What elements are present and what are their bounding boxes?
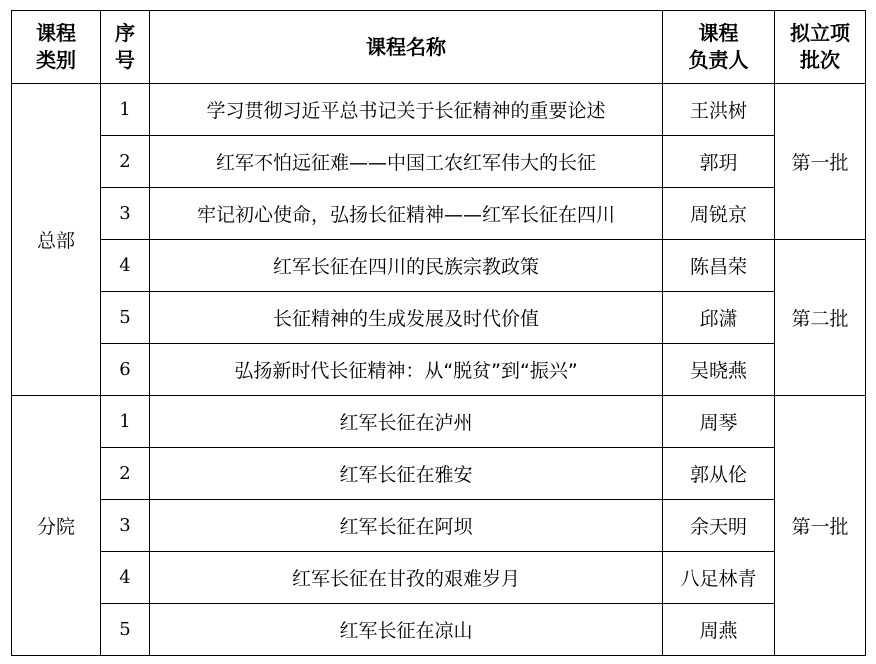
course-name-cell: 学习贯彻习近平总书记关于长征精神的重要论述 [150, 84, 663, 136]
header-index: 序 号 [101, 11, 150, 84]
owner-cell: 郭从伦 [663, 448, 775, 500]
table-row [12, 240, 866, 292]
owner-cell: 周燕 [663, 604, 775, 656]
course-name-cell: 牢记初心使命，弘扬长征精神——红军长征在四川 [150, 188, 663, 240]
table-row [12, 292, 866, 344]
header-category: 课程 类别 [12, 11, 101, 84]
course-name-cell: 红军长征在泸州 [150, 396, 663, 448]
owner-cell: 周锐京 [663, 188, 775, 240]
course-table [11, 10, 866, 656]
header-batch: 拟立项 批次 [775, 11, 866, 84]
table-row [12, 396, 866, 448]
index-cell: 2 [101, 448, 150, 500]
table-row [12, 136, 866, 188]
table-row [12, 500, 866, 552]
header-row [12, 11, 866, 84]
header-course-name: 课程名称 [150, 11, 663, 84]
index-cell: 1 [101, 84, 150, 136]
owner-cell: 邱潇 [663, 292, 775, 344]
owner-cell: 陈昌荣 [663, 240, 775, 292]
course-name-cell: 弘扬新时代长征精神：从“脱贫”到“振兴” [150, 344, 663, 396]
index-cell: 1 [101, 396, 150, 448]
course-name-cell: 红军长征在甘孜的艰难岁月 [150, 552, 663, 604]
owner-cell: 王洪树 [663, 84, 775, 136]
table-row [12, 604, 866, 656]
course-name-cell: 红军不怕远征难——中国工农红军伟大的长征 [150, 136, 663, 188]
batch-cell: 第一批 [775, 84, 866, 240]
owner-cell: 周琴 [663, 396, 775, 448]
index-cell: 4 [101, 552, 150, 604]
table-row [12, 344, 866, 396]
owner-cell: 八足林青 [663, 552, 775, 604]
index-cell: 2 [101, 136, 150, 188]
owner-cell: 余天明 [663, 500, 775, 552]
category-cell: 分院 [12, 396, 101, 656]
table-row [12, 84, 866, 136]
batch-cell: 第二批 [775, 240, 866, 396]
course-name-cell: 长征精神的生成发展及时代价值 [150, 292, 663, 344]
index-cell: 4 [101, 240, 150, 292]
index-cell: 3 [101, 188, 150, 240]
course-name-cell: 红军长征在四川的民族宗教政策 [150, 240, 663, 292]
index-cell: 5 [101, 292, 150, 344]
table-row [12, 552, 866, 604]
course-name-cell: 红军长征在阿坝 [150, 500, 663, 552]
course-name-cell: 红军长征在雅安 [150, 448, 663, 500]
owner-cell: 吴晓燕 [663, 344, 775, 396]
index-cell: 3 [101, 500, 150, 552]
batch-cell: 第一批 [775, 396, 866, 656]
index-cell: 5 [101, 604, 150, 656]
index-cell: 6 [101, 344, 150, 396]
header-owner: 课程 负责人 [663, 11, 775, 84]
table-row [12, 188, 866, 240]
owner-cell: 郭玥 [663, 136, 775, 188]
course-name-cell: 红军长征在凉山 [150, 604, 663, 656]
table-row [12, 448, 866, 500]
category-cell: 总部 [12, 84, 101, 396]
